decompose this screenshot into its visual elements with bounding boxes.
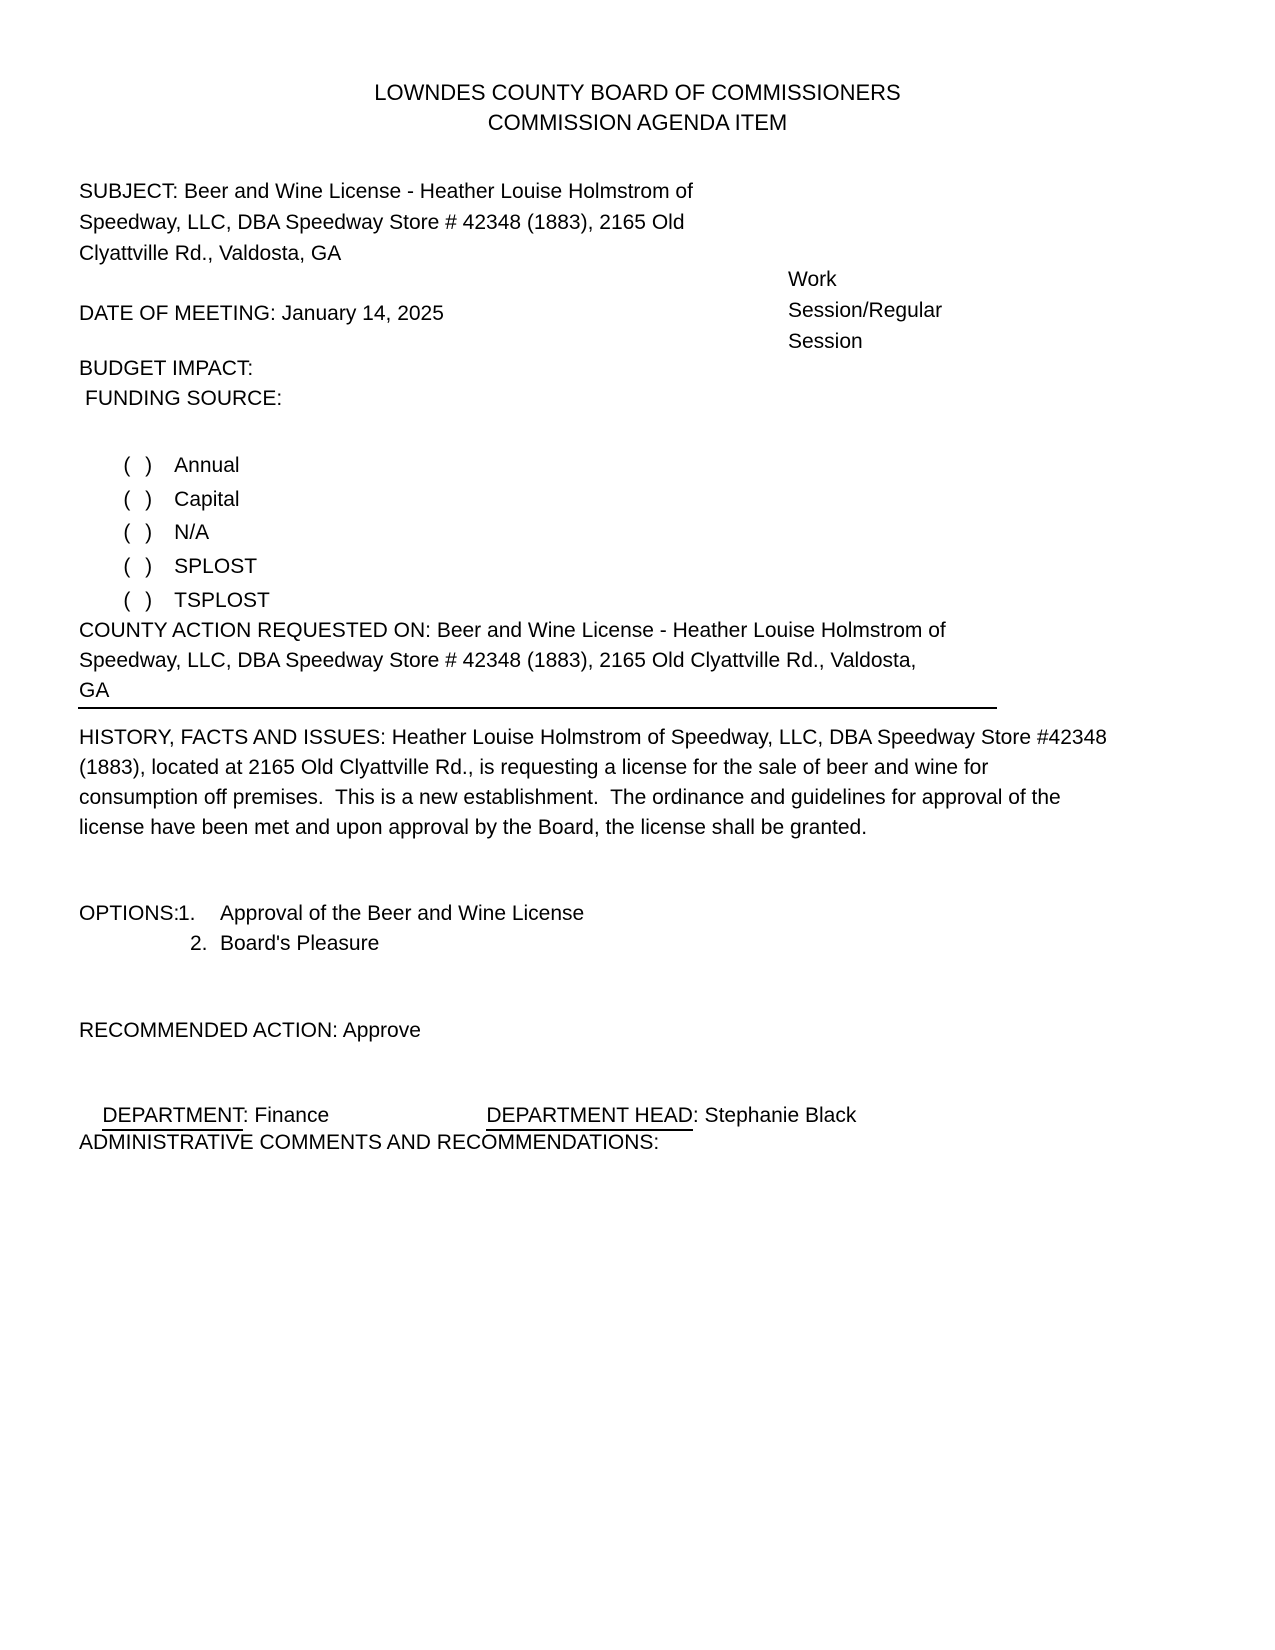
- history-line: (1883), located at 2165 Old Clyattville Rd., is requesting a license for the sale of beer and wine for: [79, 756, 989, 779]
- title-line-1: LOWNDES COUNTY BOARD OF COMMISSIONERS: [374, 80, 901, 105]
- recommended-action: RECOMMENDED ACTION: Approve: [79, 1019, 421, 1042]
- county-action-paragraph: [79, 616, 946, 706]
- checkbox-empty: ( ): [123, 488, 153, 511]
- session-line: Work: [788, 268, 837, 291]
- funding-source-label: FUNDING SOURCE:: [85, 387, 283, 410]
- subject-line: Speedway, LLC, DBA Speedway Store # 42348 (1883), 2165 Old: [79, 211, 685, 234]
- funding-option-label: TSPLOST: [174, 589, 270, 612]
- title-line-2: COMMISSION AGENDA ITEM: [487, 110, 788, 135]
- section-divider-line: [78, 707, 997, 709]
- session-line: Session/Regular: [788, 299, 943, 322]
- funding-option-label: Annual: [174, 454, 240, 477]
- county-action-line: Speedway, LLC, DBA Speedway Store # 42348 (1883), 2165 Old Clyattville Rd., Valdosta,: [79, 649, 917, 672]
- department-head-value: : Stephanie Black: [692, 1104, 857, 1127]
- subject-line: SUBJECT: Beer and Wine License - Heather Louise Holmstrom of: [79, 180, 693, 203]
- option-1-number: 1.: [178, 902, 196, 925]
- history-line: license have been met and upon approval by the Board, the license shall be granted.: [79, 816, 868, 839]
- administrative-comments-label: ADMINISTRATIVE COMMENTS AND RECOMMENDATIONS:: [79, 1131, 660, 1154]
- county-action-line: GA: [79, 679, 110, 702]
- date-of-meeting: DATE OF MEETING: January 14, 2025: [79, 302, 444, 325]
- checkbox-empty: ( ): [123, 521, 153, 544]
- department-value: : Finance: [242, 1104, 330, 1127]
- checkbox-empty: ( ): [123, 589, 153, 612]
- funding-option-label: N/A: [174, 521, 210, 544]
- options-label: OPTIONS:: [79, 902, 180, 925]
- funding-option-label: SPLOST: [174, 555, 258, 578]
- option-1-text: Approval of the Beer and Wine License: [220, 902, 585, 925]
- checkbox-empty: ( ): [123, 454, 153, 477]
- option-2-text: Board's Pleasure: [220, 932, 380, 955]
- subject-line: Clyattville Rd., Valdosta, GA: [79, 242, 342, 265]
- department-label: DEPARTMENT: [102, 1104, 242, 1131]
- funding-option-label: Capital: [174, 488, 240, 511]
- checkbox-empty: ( ): [123, 555, 153, 578]
- session-type: [788, 264, 942, 357]
- budget-impact-label: BUDGET IMPACT:: [79, 357, 254, 380]
- subject-paragraph: [79, 176, 693, 269]
- session-line: Session: [788, 330, 863, 353]
- history-paragraph: [79, 723, 1107, 843]
- department-head-label: DEPARTMENT HEAD: [486, 1104, 693, 1131]
- option-2-number: 2.: [190, 932, 208, 955]
- county-action-line: COUNTY ACTION REQUESTED ON: Beer and Wine License - Heather Louise Holmstrom of: [79, 619, 946, 642]
- document-title: [0, 78, 1275, 138]
- history-line: consumption off premises. This is a new establishment. The ordinance and guidelines for approval of the: [79, 786, 1061, 809]
- history-line: HISTORY, FACTS AND ISSUES: Heather Louise Holmstrom of Speedway, LLC, DBA Speedway Store #42348: [79, 726, 1107, 749]
